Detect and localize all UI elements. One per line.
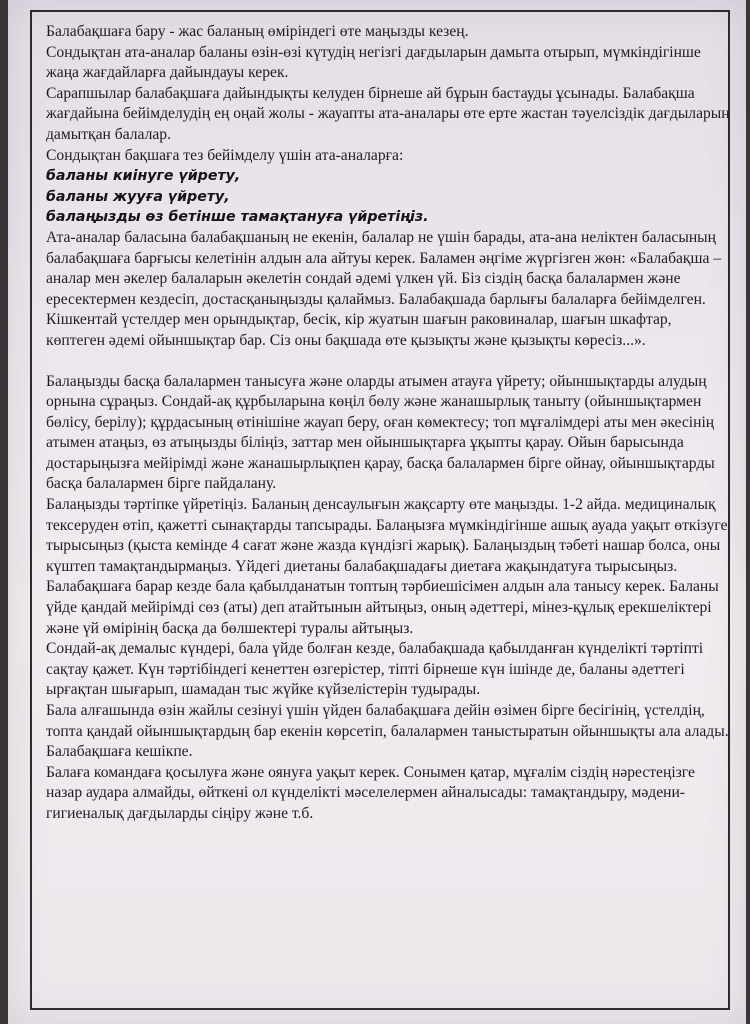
paragraph-list-intro: Сондықтан бақшаға тез бейімделу үшін ата-аналарға: bbox=[46, 146, 404, 164]
paragraph-meet-teacher: Балабақшаға барар кезде бала қабылданатын топтың тәрбиешісімен алдын ала танысу керек. Баланы үйде қандай мейірімді сөз (аты) деп атайтынын айтыңыз, оның әдеттері, мінез-құлық ерекшеліктері және үй өмірінің басқа да бөлшектері туралы айтыңыз. bbox=[46, 578, 719, 637]
list-item-dressing: баланы киінуге үйрету, bbox=[46, 168, 241, 185]
paragraph-dont-be-late: Балабақшаға кешікпе. bbox=[46, 743, 193, 761]
list-item-eating: балаңызды өз бетінше тамақтануға үйретіңіз. bbox=[46, 209, 429, 226]
list-item-washing: баланы жууға үйрету, bbox=[46, 188, 230, 205]
paragraph-social-skills: Балаңызды басқа балалармен танысуға және оларды атымен атауға үйрету; ойыншықтарды алудың орнына сұраңыз. Сондай-ақ құрбыларына көңіл бөлу және жанашырлық таныту (ойыншықтармен бөлісу, берілу); құрдасының өтінішіне жауап беру, оған көмектесу; топ мұғалімдері аты мен әкесінің атымен атаңыз, өз атыңызды біліңіз, заттар мен ойыншықтарға ұқыпты қарау. Ойын барысында достарыңызға мейірімді және жанашырлықпен қарау, басқа балалармен бірге ойнау, ойыншықтарды басқа балалармен бірге пайдалану. bbox=[46, 372, 715, 493]
paragraph-explain-kindergarten: Ата-аналар баласына балабақшаның не екенін, балалар не үшін барады, ата-ана неліктен баласының балабақшаға барғысы келетінін алдын ала айтуы керек. Баламен әңгіме жүргізген жөн: «Балабақша – аналар мен әкелер балаларын әкелетін сондай әдемі үлкен үй. Біз сіздің басқа балалармен және ересектермен кездесіп, достасқаныңызды қалаймыз. Балабақшада барлығы балаларға бейімделген. Кішкентай үстелдер мен орындықтар, бесік, кір жуатын шағын раковиналар, шағын шкафтар, көптеген әдемі ойыншықтар бар. Сіз оны бақшада өте қызықты және қызықты көресіз...». bbox=[46, 228, 722, 349]
paragraph-discipline-health: Балаңызды тәртіпке үйретіңіз. Баланың денсаулығын жақсарту өте маңызды. 1-2 айда. медициналық тексеруден өтіп, қажетті сынақтарды тапсырады. Балаңызға мүмкіндігінше ашық ауада уақыт өткізуге тырысыңыз (қыста кемінде 4 сағат және жазда күндізгі жарық). Балаңыздың тәбеті нашар болса, оны күштеп тамақтандырмаңыз. Үйдегі диетаны балабақшадағы диетаға жақындатуға тырысыңыз. bbox=[46, 496, 728, 575]
paper-sheet bbox=[8, 0, 746, 1024]
paragraph-time-needed: Балаға командаға қосылуға және оянуға уақыт керек. Сонымен қатар, мұғалім сіздің нәрестеңізге назар аудара алмайды, өйткені ол күнделікті мәселелермен айналысады: тамақтандыру, мәдени-гигиеналық дағдыларды сіңіру және т.б. bbox=[46, 763, 695, 822]
paragraph-intro: Балабақшаға бару - жас баланың өміріндегі өте маңызды кезең. bbox=[46, 23, 469, 40]
paragraph-parents-prepare: Сондықтан ата-аналар баланы өзін-өзі күтудің негізгі дағдыларын дамыта отырып, мүмкіндігінше жаңа жағдайларға дайындауы керек. bbox=[46, 43, 701, 82]
paragraph-bring-toy: Бала алғашында өзін жайлы сезінуі үшін үйден балабақшаға дейін өзімен бірге бесігінің, үстелдің, топта қандай ойыншықтардың бар екенін көрсетіп, балалармен таныстыратын ойыншықты ала алады. bbox=[46, 702, 729, 740]
section-gap bbox=[46, 352, 730, 372]
paragraph-experts-advice: Сарапшылар балабақшаға дайындықты келуден бірнеше ай бұрын бастауды ұсынады. Балабақша жағдайына бейімделудің ең оңай жолы - жауапты ата-аналары өте ерте жастан тәуелсіздік дағдыларын дамытқан балалар. bbox=[46, 84, 730, 143]
paragraph-weekend-routine: Сондай-ақ демалыс күндері, бала үйде болған кезде, балабақшада қабылданған күнделікті тәртіпті сақтау қажет. Күн тәртібіндегі кенеттен өзгерістер, тіпті бірнеше күн ішінде де, баланы әдеттегі ырғақтан шығарып, шамадан тыс жүйке күйзелістерін тудырады. bbox=[46, 640, 704, 699]
document-body bbox=[46, 22, 730, 825]
page-border-frame bbox=[30, 10, 730, 1010]
